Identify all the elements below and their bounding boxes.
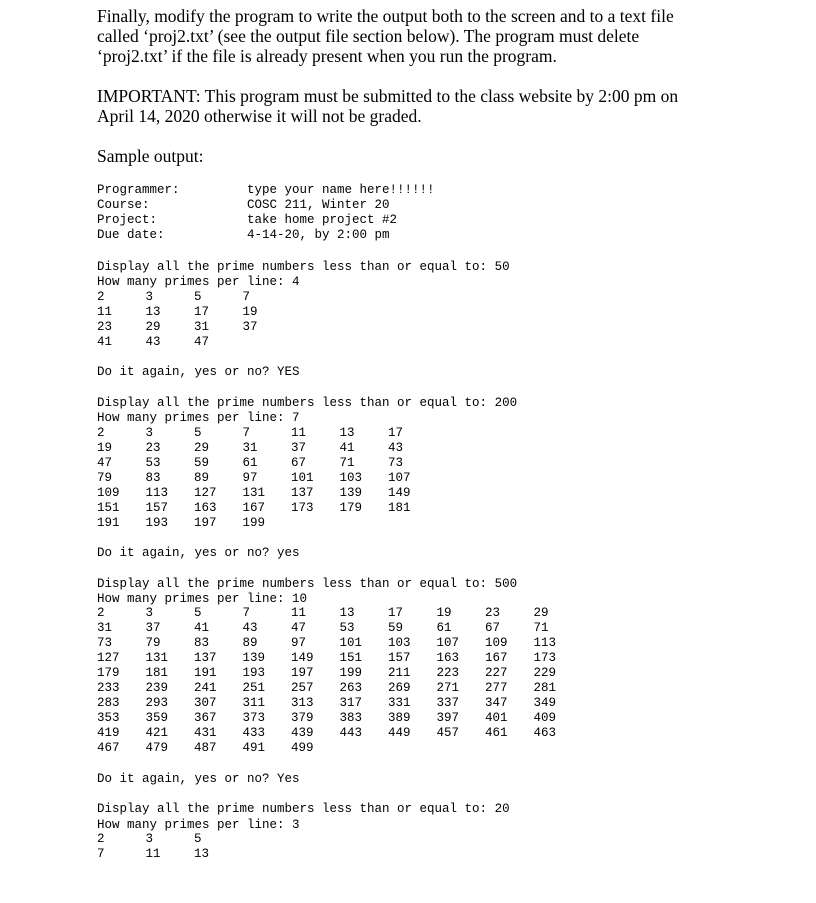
prime-value: 67 (291, 456, 307, 470)
info-value: COSC 211, Winter 20 (247, 198, 390, 212)
prime-value: 107 (388, 471, 411, 485)
prime-value: 401 (485, 711, 508, 725)
prime-value: 127 (97, 651, 120, 665)
prime-value: 23 (485, 606, 501, 620)
prime-grid (97, 426, 437, 531)
prime-value: 337 (436, 696, 460, 710)
prime-value: 97 (291, 636, 307, 650)
prime-value: 419 (97, 726, 120, 740)
prime-value: 73 (388, 456, 404, 470)
prime-value: 139 (339, 486, 363, 500)
prime-value: 83 (194, 636, 210, 650)
info-label: Programmer: (97, 183, 180, 197)
prime-value: 13 (339, 606, 355, 620)
prime-row (97, 471, 437, 486)
prime-value: 67 (485, 621, 501, 635)
prime-value: 139 (242, 651, 266, 665)
prime-value: 241 (194, 681, 217, 695)
important-notice: IMPORTANT: This program must be submitted to the class website by 2:00 pm on April 14, 2020 otherwise it will not be graded. (97, 86, 679, 126)
prime-row (97, 621, 582, 636)
prime-row (97, 832, 243, 847)
prime-value: 137 (291, 486, 314, 500)
prime-row (97, 711, 582, 726)
prime-value: 79 (97, 471, 113, 485)
prime-value: 313 (291, 696, 314, 710)
prime-value: 109 (97, 486, 120, 500)
prime-value: 311 (242, 696, 266, 710)
prime-value: 23 (145, 441, 161, 455)
prime-value: 17 (194, 305, 210, 319)
prime-value: 157 (388, 651, 411, 665)
prime-value: 43 (145, 335, 161, 349)
prime-value: 23 (97, 320, 113, 334)
prime-value: 463 (533, 726, 557, 740)
prime-value: 29 (194, 441, 210, 455)
prime-grid (97, 606, 582, 756)
prime-value: 409 (533, 711, 557, 725)
prime-value: 2 (97, 832, 105, 846)
prime-value: 31 (194, 320, 210, 334)
prime-value: 47 (291, 621, 307, 635)
prime-value: 11 (145, 847, 161, 861)
prime-value: 29 (145, 320, 161, 334)
prime-value: 487 (194, 741, 217, 755)
prime-value: 2 (97, 606, 105, 620)
prime-value: 373 (242, 711, 266, 725)
prime-value: 137 (194, 651, 217, 665)
prime-value: 7 (242, 290, 251, 304)
prime-value: 461 (485, 726, 508, 740)
prime-value: 131 (145, 651, 169, 665)
prime-value: 11 (97, 305, 113, 319)
prompt-per-line: How many primes per line: 7 (97, 411, 300, 425)
prime-value: 271 (436, 681, 460, 695)
prime-value: 197 (291, 666, 314, 680)
prime-row (97, 726, 582, 741)
again-prompt: Do it again, yes or no? yes (97, 546, 300, 560)
prime-row (97, 290, 291, 305)
prime-value: 281 (533, 681, 557, 695)
prime-value: 211 (388, 666, 411, 680)
prime-value: 17 (388, 606, 404, 620)
prime-value: 3 (145, 290, 154, 304)
prime-value: 127 (194, 486, 217, 500)
prime-value: 31 (97, 621, 113, 635)
info-label: Project: (97, 213, 158, 227)
prime-grid (97, 290, 291, 350)
prime-row (97, 681, 582, 696)
prime-value: 53 (145, 456, 161, 470)
prime-value: 83 (145, 471, 161, 485)
prime-row (97, 651, 582, 666)
info-value: 4-14-20, by 2:00 pm (247, 228, 390, 242)
prompt-per-line: How many primes per line: 4 (97, 275, 300, 289)
prime-value: 149 (291, 651, 314, 665)
info-row-project (97, 213, 435, 228)
prime-value: 431 (194, 726, 217, 740)
prime-row (97, 426, 437, 441)
prime-value: 199 (339, 666, 363, 680)
prime-value: 13 (145, 305, 161, 319)
prime-value: 379 (291, 711, 314, 725)
prime-row (97, 847, 243, 862)
program-header-info (97, 183, 435, 243)
again-prompt: Do it again, yes or no? YES (97, 365, 300, 379)
prime-value: 41 (194, 621, 210, 635)
prime-value: 389 (388, 711, 411, 725)
prime-value: 101 (291, 471, 314, 485)
prime-value: 103 (388, 636, 411, 650)
info-label: Due date: (97, 228, 165, 242)
prime-value: 5 (194, 290, 202, 304)
prime-value: 29 (533, 606, 549, 620)
prime-value: 307 (194, 696, 217, 710)
prompt-limit: Display all the prime numbers less than or equal to: 500 (97, 577, 518, 591)
sample-output-heading: Sample output: (97, 146, 204, 166)
info-row-programmer (97, 183, 435, 198)
prime-value: 349 (533, 696, 557, 710)
prime-row (97, 636, 582, 651)
prime-grid (97, 832, 243, 862)
prime-value: 179 (339, 501, 363, 515)
info-value: take home project #2 (247, 213, 398, 227)
prime-value: 263 (339, 681, 363, 695)
prime-value: 293 (145, 696, 169, 710)
prime-value: 421 (145, 726, 169, 740)
prime-value: 3 (145, 426, 154, 440)
prime-value: 113 (145, 486, 169, 500)
prime-value: 151 (339, 651, 363, 665)
prime-value: 53 (339, 621, 355, 635)
prime-value: 107 (436, 636, 460, 650)
prime-value: 7 (97, 847, 105, 861)
prime-value: 157 (145, 501, 169, 515)
prime-value: 131 (242, 486, 266, 500)
prime-value: 163 (436, 651, 460, 665)
prime-value: 47 (97, 456, 113, 470)
prime-value: 13 (194, 847, 210, 861)
prime-row (97, 456, 437, 471)
prime-value: 347 (485, 696, 508, 710)
prime-value: 283 (97, 696, 120, 710)
prime-value: 19 (97, 441, 113, 455)
prime-value: 191 (194, 666, 217, 680)
prime-value: 397 (436, 711, 460, 725)
prime-value: 457 (436, 726, 460, 740)
prime-value: 193 (242, 666, 266, 680)
prime-value: 317 (339, 696, 363, 710)
prime-value: 71 (533, 621, 549, 635)
prime-value: 19 (436, 606, 452, 620)
prime-value: 383 (339, 711, 363, 725)
prime-value: 61 (436, 621, 452, 635)
prime-value: 7 (242, 606, 251, 620)
prime-row (97, 741, 582, 756)
prime-value: 41 (97, 335, 113, 349)
prime-value: 17 (388, 426, 404, 440)
prime-value: 359 (145, 711, 169, 725)
prime-row (97, 696, 582, 711)
info-label: Course: (97, 198, 150, 212)
prime-value: 467 (97, 741, 120, 755)
prompt-per-line: How many primes per line: 3 (97, 818, 300, 832)
prime-value: 7 (242, 426, 251, 440)
prime-value: 43 (388, 441, 404, 455)
prime-row (97, 501, 437, 516)
prime-value: 199 (242, 516, 266, 530)
prime-value: 353 (97, 711, 120, 725)
prime-value: 5 (194, 832, 202, 846)
prime-row (97, 305, 291, 320)
prime-value: 191 (97, 516, 120, 530)
prime-value: 89 (242, 636, 258, 650)
info-row-due-date (97, 228, 435, 243)
prime-value: 79 (145, 636, 161, 650)
prime-row (97, 516, 437, 531)
prime-row (97, 335, 291, 350)
prime-value: 2 (97, 290, 105, 304)
prompt-limit: Display all the prime numbers less than or equal to: 50 (97, 260, 510, 274)
prime-value: 479 (145, 741, 169, 755)
prime-value: 193 (145, 516, 169, 530)
prime-value: 151 (97, 501, 120, 515)
intro-paragraph: Finally, modify the program to write the output both to the screen and to a text file called ‘proj2.txt’ (see the output file section below). The program must delete ‘proj2.txt’ if the file is already present when you run the program. (97, 6, 674, 66)
prime-value: 173 (291, 501, 314, 515)
prime-value: 97 (242, 471, 258, 485)
prime-value: 2 (97, 426, 105, 440)
prime-value: 433 (242, 726, 266, 740)
prime-value: 113 (533, 636, 557, 650)
prime-value: 491 (242, 741, 266, 755)
prime-value: 109 (485, 636, 508, 650)
prime-value: 103 (339, 471, 363, 485)
prime-value: 89 (194, 471, 210, 485)
again-prompt: Do it again, yes or no? Yes (97, 772, 300, 786)
prime-row (97, 666, 582, 681)
prime-value: 73 (97, 636, 113, 650)
info-row-course (97, 198, 435, 213)
info-value: type your name here!!!!!! (247, 183, 435, 197)
prime-value: 367 (194, 711, 217, 725)
prime-value: 5 (194, 606, 202, 620)
prime-value: 41 (339, 441, 355, 455)
prime-value: 227 (485, 666, 508, 680)
prime-value: 11 (291, 606, 307, 620)
prime-value: 499 (291, 741, 314, 755)
prime-value: 223 (436, 666, 460, 680)
prime-value: 277 (485, 681, 508, 695)
prime-value: 13 (339, 426, 355, 440)
prime-value: 149 (388, 486, 411, 500)
prime-value: 443 (339, 726, 363, 740)
prime-value: 251 (242, 681, 266, 695)
prime-value: 239 (145, 681, 169, 695)
prime-value: 167 (242, 501, 266, 515)
prime-value: 179 (97, 666, 120, 680)
prime-value: 37 (145, 621, 161, 635)
prime-value: 61 (242, 456, 258, 470)
prime-value: 439 (291, 726, 314, 740)
prompt-limit: Display all the prime numbers less than or equal to: 200 (97, 396, 518, 410)
prime-value: 233 (97, 681, 120, 695)
prime-row (97, 486, 437, 501)
prime-value: 5 (194, 426, 202, 440)
prime-value: 37 (291, 441, 307, 455)
prime-value: 331 (388, 696, 411, 710)
prime-value: 181 (145, 666, 169, 680)
prime-row (97, 441, 437, 456)
prime-value: 269 (388, 681, 411, 695)
prime-row (97, 320, 291, 335)
prime-value: 229 (533, 666, 557, 680)
prime-row (97, 606, 582, 621)
prompt-limit: Display all the prime numbers less than or equal to: 20 (97, 802, 510, 816)
prime-value: 173 (533, 651, 557, 665)
prime-value: 59 (388, 621, 404, 635)
prime-value: 31 (242, 441, 258, 455)
prime-value: 71 (339, 456, 355, 470)
prime-value: 167 (485, 651, 508, 665)
prime-value: 101 (339, 636, 363, 650)
prime-value: 163 (194, 501, 217, 515)
prime-value: 37 (242, 320, 258, 334)
prompt-per-line: How many primes per line: 10 (97, 592, 308, 606)
prime-value: 19 (242, 305, 258, 319)
prime-value: 11 (291, 426, 307, 440)
prime-value: 257 (291, 681, 314, 695)
prime-value: 59 (194, 456, 210, 470)
prime-value: 43 (242, 621, 258, 635)
prime-value: 3 (145, 832, 154, 846)
prime-value: 47 (194, 335, 210, 349)
prime-value: 3 (145, 606, 154, 620)
prime-value: 197 (194, 516, 217, 530)
prime-value: 449 (388, 726, 411, 740)
prime-value: 181 (388, 501, 411, 515)
